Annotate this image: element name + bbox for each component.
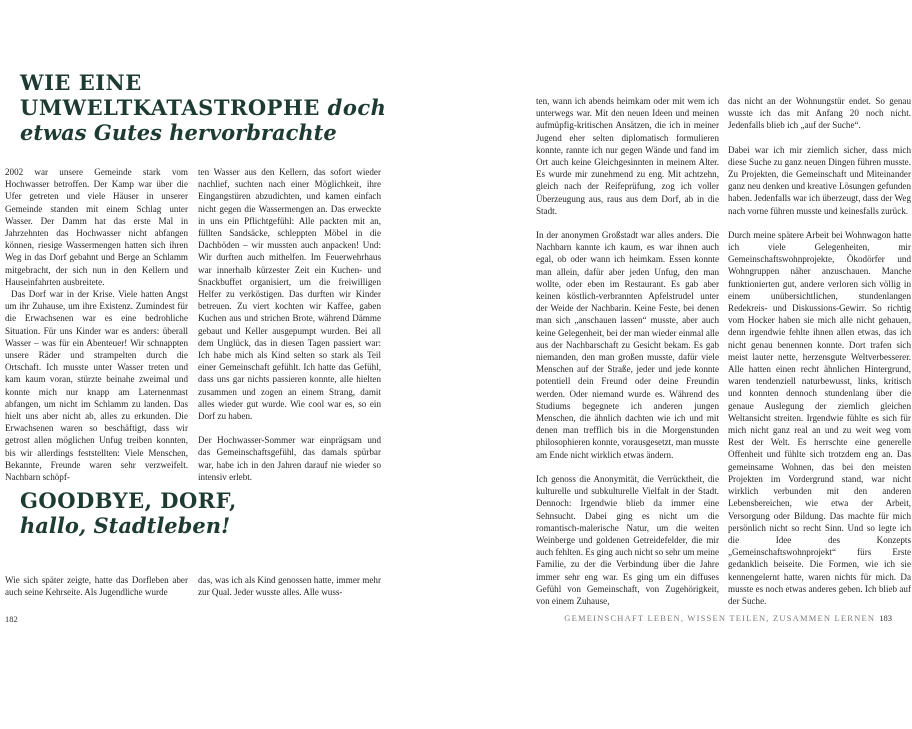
left-column-1 [5,166,188,483]
section-heading-2 [20,488,440,538]
right-column-1 [536,95,719,619]
paragraph: ten, wann ich abends heimkam oder mit wem ich unterwegs war. Mit den neuen Ideen und meinen aufmüpfig-kritischen Ansätzen, die ich in meiner Jugend eher selten diplomatisch formulieren konnte, rannte ich nur gegen Wände und fand im Ort auch keine Gleichgesinnten in meinem Alter. Es wurde mir zunehmend zu eng. Mit achtzehn, gleich nach der Reifeprüfung, zog ich voller Überzeugung aus, raus aus dem Dorf, ab in die Stadt. [536,96,719,216]
right-page [456,0,912,729]
left-column-3 [5,574,188,610]
running-head [564,613,892,623]
heading1-line2: UMWELTKATASTROPHE doch [20,95,387,121]
paragraph: Wie sich später zeigte, hatte das Dorfleben aber auch seine Kehrseite. Als Jugendliche wurde [5,575,188,598]
page-number-right: 183 [879,613,892,623]
paragraph: ten Wasser aus den Kellern, das sofort wieder nachlief, suchten nach einer Möglichkeit, ihre Eingangstüren abzudichten, und kamen einfach nicht gegen die Wassermengen an. Das erweckte in uns ein Pflichtgefühl: Alle packten mit an, füllten Sandsäcke, schleppten Möbel in die Dachböden – wir mussten auch anpacken! Und: Wir durften auch mithelfen. Im Feuerwehrhaus war innerhalb kürzester Zeit ein Kuchen- und Snackbuffet organisiert, um die freiwilligen Helfer zu verköstigen. Das durften wir Kinder betreuen. Zu viert kochten wir Kaffee, gaben Kuchen aus und strichen Brote, während Dämme gebaut und Keller ausgepumpt wurden. Bei all dem Unglück, das in diesen Tagen passiert war: Ich habe mich als Kind selten so stark als Teil einer Gemeinschaft gefühlt. Ich hatte das Gefühl, dass uns gar nichts passieren konnte, alle hielten zusammen und zogen an einem Strang, damit alles wieder gut wurde. Wie cool war es, so ein Dorf zu haben. [198,167,381,422]
paragraph: Durch meine spätere Arbeit bei Wohnwagon hatte ich viele Gelegenheiten, mir Gemeinschaftswohnprojekte, Ökodörfer und Wohngruppen näher anzuschauen. Manche funktionierten gut, andere verloren sich völlig in einem unübersichtlichen, stundenlangen Redekreis- und Diskussions-Gewirr. So richtig vom Hocker haben sie mich alle nicht gehauen, denn irgendwie fehlte ihnen allen etwas, das ich nicht genau benennen konnte. Dort trafen sich meist lauter nette, herzensgute Weltverbesserer. Alle hatten einen recht ähnlichen Hintergrund, waren tendenziell naturbewusst, links, kritisch und konnten dennoch stundenlang über die genaue Auslegung der ziemlich gleichen Weltansicht streiten. Irgendwie fühlte es sich für mich nicht ganz real an und zu weit weg vom Rest der Welt. Es herrschte eine generelle Offenheit und fühlte sich trotzdem eng an. Das gemeinsame Wohnen, das bei den meisten Projekten im Vordergrund stand, war nicht wirklich verbunden mit den anderen Lebensbereichen, wie etwa der Arbeit, Versorgung oder Bildung. Das machte für mich persönlich nicht so recht Sinn. Und so legte ich die Idee des Konzepts „Gemeinschaftswohnprojekt“ fürs Erste gedanklich beiseite. Die Formen, wie ich sie kennengelernt hatte, waren nichts für mich. Da musste es noch etwas anderes geben. Ich blieb auf der Suche. [728,229,911,606]
heading1-line3: etwas Gutes hervorbrachte [20,120,337,146]
heading2-line1: GOODBYE, DORF, [20,488,237,513]
heading2-line2: hallo, Stadtleben! [20,513,231,539]
paragraph: 2002 war unsere Gemeinde stark vom Hochwasser betroffen. Der Kamp war über die Ufer getreten und viele Häuser in unserer Gemeinde standen mit einem Schlag unter Wasser. Der Damm hat das erste Mal in Jahrzehnten das Hochwasser nicht abfangen können, riesige Wassermengen hatten sich ihren Weg in das Dorf gebahnt und Berge an Schlamm mitgebracht, der sich nun in den Kellern und Hauseinfahrten ausbreitete. [5,167,188,287]
paragraph: In der anonymen Großstadt war alles anders. Die Nachbarn kannte ich kaum, es war ihnen auch egal, ob oder wann ich heimkam. Essen konnte man allein, dafür aber jeden Unfug, den man wollte, oder eben im Restaurant. Es gab aber keinen köstlich-verbrannten Apfelstrudel unter der Weide der Nachbarin. Keine Feste, bei denen man sich „anschauen lassen“ musste, aber auch keine Gelegenheit, bei der man wieder einmal alle aus der Nachbarschaft zu Gesicht bekam. Es gab niemanden, den man großen musste, dafür viele Menschen auf der Straße, jeder und jede konnte potentiell dein Freund oder deine Freundin werden. Oder niemand wurde es. Während des Studiums begegnete ich anderen jungen Menschen, die ähnlich dachten wie ich und mit denen man trefflich bis in die Morgenstunden philosophieren konnte, vorausgesetzt, man musste am Ende nicht wirklich etwas ändern. [536,230,719,460]
paragraph: Ich genoss die Anonymität, die Verrücktheit, die kulturelle und subkulturelle Vielfalt in der Stadt. Dennoch: Irgendwie blieb da immer eine Sehnsucht. Dabei ging es nicht um die romantisch-malerische Natur, um die weiten Weinberge und goldenen Getreidefelder, die mir auch fehlten. Es ging auch nicht so sehr um meine Familie, zu der die Verbindung über die Jahre immer sehr eng war. Es ging um ein diffuses Gefühl von Gemeinschaft, von Zugehörigkeit, von einem Zuhause, [536,473,719,606]
running-head-text: GEMEINSCHAFT LEBEN, WISSEN TEILEN, ZUSAMMEN LERNEN [564,613,876,623]
heading1-line1: WIE EINE [20,70,142,95]
paragraph: Der Hochwasser-Sommer war einprägsam und das Gemeinschaftsgefühl, das damals spürbar war, habe ich in den Jahren darauf nie wieder so intensiv erlebt. [198,435,381,482]
page-number-left: 182 [5,614,18,624]
left-column-2 [198,166,381,495]
paragraph: Dabei war ich mir ziemlich sicher, dass mich diese Suche zu ganz neuen Dingen führen musste. Zu Projekten, die Gemeinschaft und Miteinander ganz neu denken und kreative Lösungen gefunden haben. Jedenfalls war ich überzeugt, dass der Weg nach vorne führen musste und keinesfalls zurück. [728,144,911,216]
right-column-2 [728,95,911,619]
chapter-heading-1 [20,70,440,146]
left-column-4 [198,574,381,610]
paragraph: das nicht an der Wohnungstür endet. So genau wusste ich das mit Anfang 20 noch nicht. Jedenfalls blieb ich „auf der Suche“. [728,96,911,131]
paragraph: das, was ich als Kind genossen hatte, immer mehr zur Qual. Jeder wusste alles. Alle wuss- [198,575,381,598]
heading1-italic-tail: doch [319,95,387,121]
paragraph: Das Dorf war in der Krise. Viele hatten Angst um ihr Zuhause, um ihre Existenz. Zumindest für die Erwachsenen war es eine bedrohliche Situation. Für uns Kinder war es anders: überall Wasser – was für ein Abenteuer! Wir schnappten unsere Räder und strampelten durch die Ortschaft. Ich musste unter Wasser treten und kam kaum voran, stürzte beinahe zweimal und konnte mich nur knapp am Laternenmast abfangen, um nicht im Schlamm zu landen. Das hielt uns aber nicht ab, alles zu erkunden. Die Erwachsenen waren so beschäftigt, dass wir getrost allen möglichen Unfug treiben konnten, bis wir allerdings feststellten: Viele Menschen, Bekannte, Freunde waren sehr verzweifelt. Nachbarn schöpf- [5,289,188,483]
